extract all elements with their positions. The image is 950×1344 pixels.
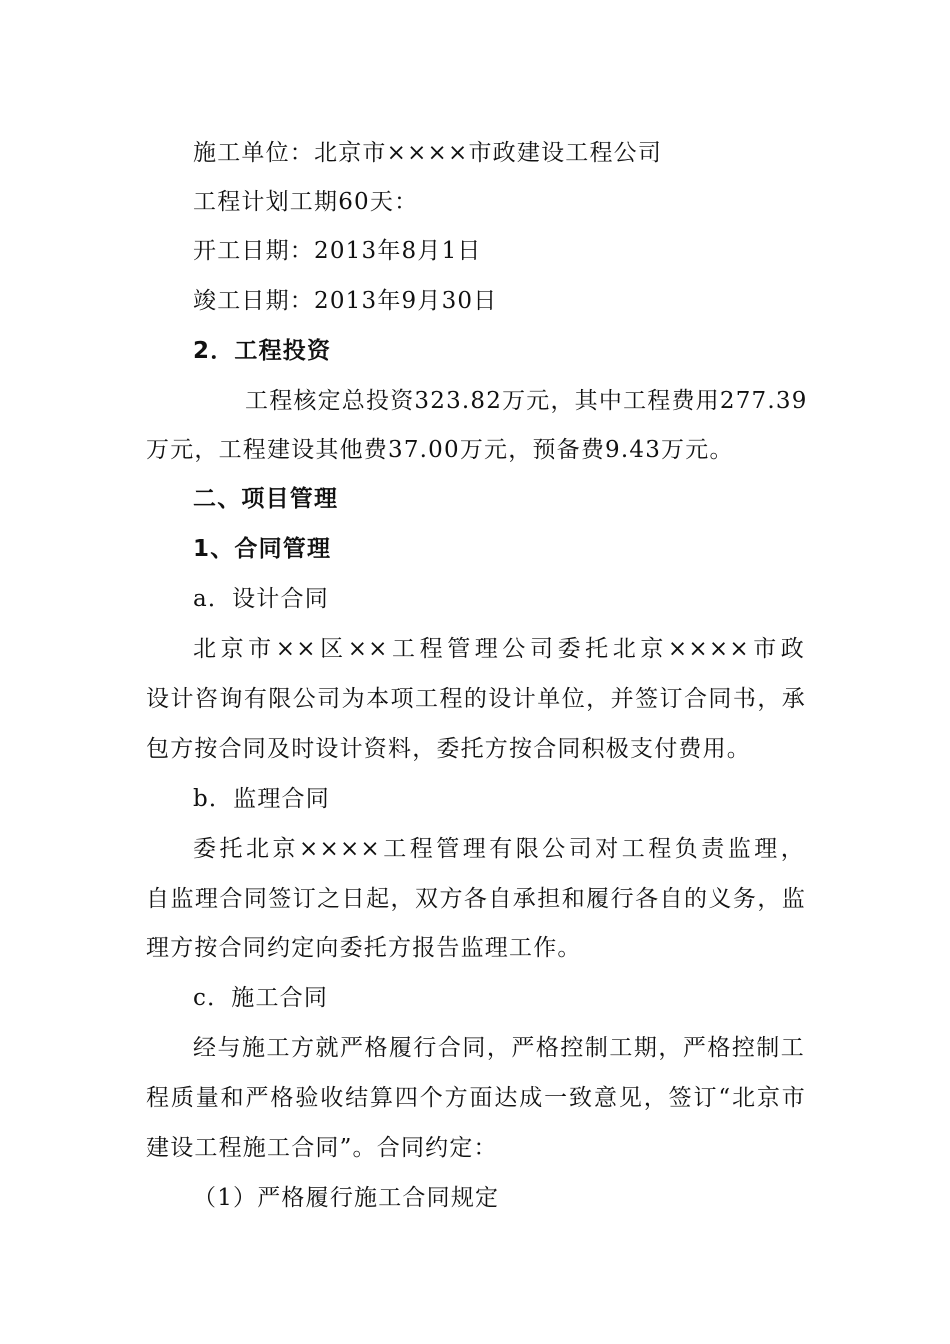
design-paragraph-line-2: 设计咨询有限公司为本项工程的设计单位，并签订合同书，承 xyxy=(146,686,806,712)
supervision-paragraph-line-3: 理方按合同约定向委托方报告监理工作。 xyxy=(146,935,582,961)
design-paragraph-line-3: 包方按合同及时设计资料，委托方按合同积极支付费用。 xyxy=(146,736,751,762)
subheading-construction-contract: c．施工合同 xyxy=(193,985,329,1011)
subheading-design-contract: a．设计合同 xyxy=(193,586,329,612)
design-paragraph-line-1: 北京市××区××工程管理公司委托北京××××市政 xyxy=(193,636,805,662)
investment-paragraph-line-2: 万元，工程建设其他费37.00万元，预备费9.43万元。 xyxy=(146,437,734,463)
construction-unit-line: 施工单位：北京市××××市政建设工程公司 xyxy=(193,140,663,166)
list-item-1: （1）严格履行施工合同规定 xyxy=(193,1185,500,1211)
section-heading-project-management: 二、项目管理 xyxy=(193,486,339,512)
supervision-paragraph-line-2: 自监理合同签订之日起，双方各自承担和履行各自的义务，监 xyxy=(146,886,806,912)
section-heading-investment: 2．工程投资 xyxy=(193,338,332,364)
construction-paragraph-line-2: 程质量和严格验收结算四个方面达成一致意见，签订“北京市 xyxy=(146,1085,806,1111)
investment-paragraph-line-1: 工程核定总投资323.82万元，其中工程费用277.39 xyxy=(245,388,808,414)
supervision-paragraph-line-1: 委托北京××××工程管理有限公司对工程负责监理， xyxy=(193,836,805,862)
start-date-line: 开工日期：2013年8月1日 xyxy=(193,238,482,264)
construction-paragraph-line-1: 经与施工方就严格履行合同，严格控制工期，严格控制工 xyxy=(193,1035,805,1061)
construction-paragraph-line-3: 建设工程施工合同”。合同约定： xyxy=(146,1135,498,1161)
section-heading-contract-management: 1、合同管理 xyxy=(193,536,332,562)
subheading-supervision-contract: b．监理合同 xyxy=(193,786,330,812)
completion-date-line: 竣工日期：2013年9月30日 xyxy=(193,288,498,314)
planned-duration-line: 工程计划工期60天： xyxy=(193,189,419,215)
